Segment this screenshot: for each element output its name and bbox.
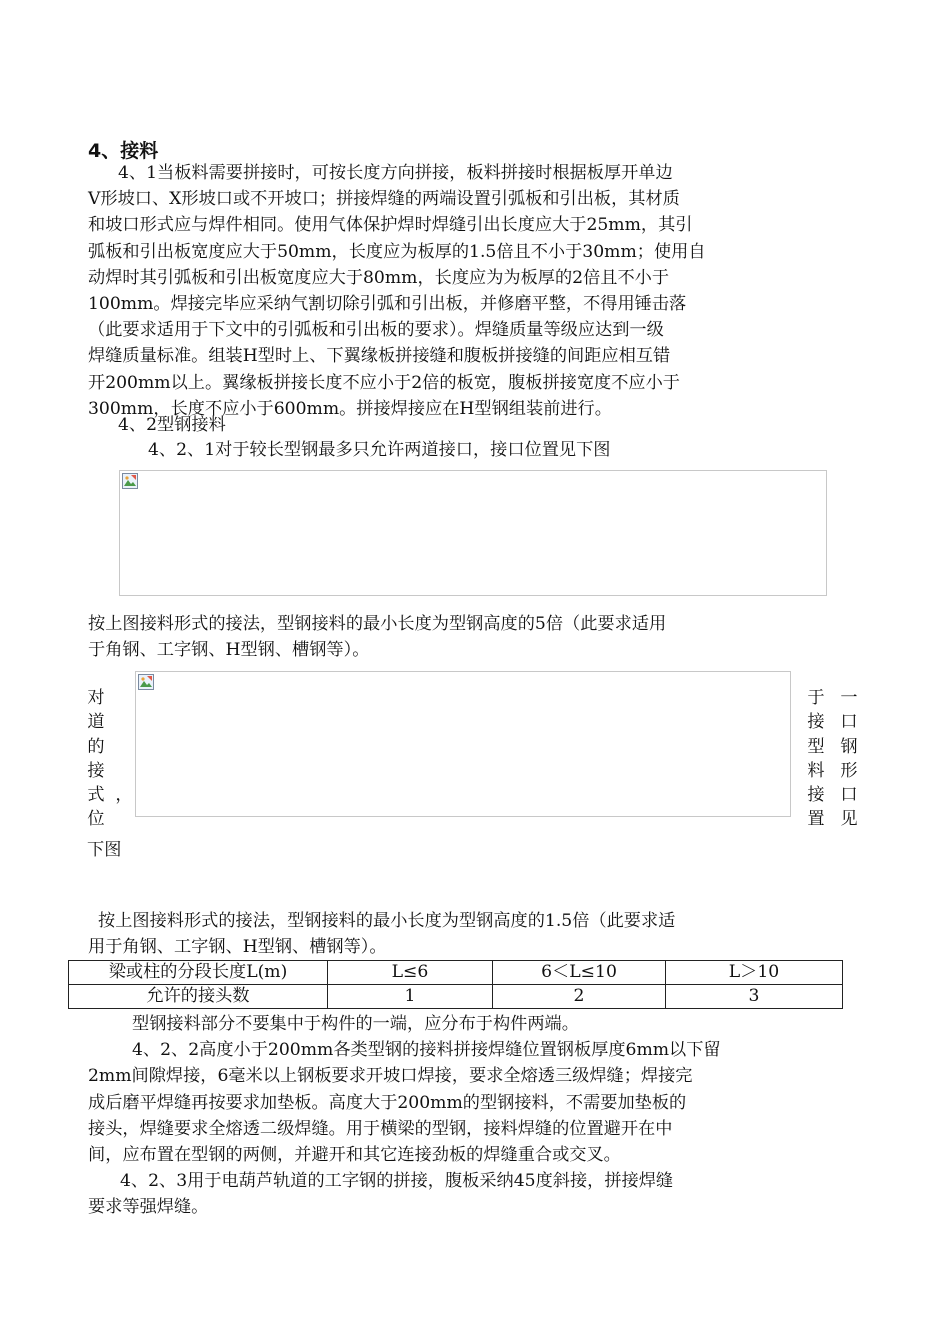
table-header-cell: L＞10 [666, 961, 843, 985]
text-line: （此要求适用于下文中的引弧板和引出板的要求）。焊缝质量等级应达到一级 [88, 320, 664, 341]
table-header-cell: 梁或柱的分段长度L(m) [69, 961, 328, 985]
char: 于 [807, 688, 825, 708]
char [114, 710, 134, 734]
wrapped-text-left-col2 [114, 686, 134, 832]
table-row [69, 985, 843, 1009]
text-line: 和坡口形式应与焊件相同。使用气体保护焊时焊缝引出长度应大于25mm，其引 [88, 215, 693, 236]
char: 形 [840, 760, 858, 781]
text-line: 要求等强焊缝。 [88, 1197, 209, 1218]
text-line: 动焊时其引弧板和引出板宽度应大于80mm，长度应为为板厚的2倍且不小于 [88, 267, 670, 288]
subheading-4-2-1: 4、2、1对于较长型钢最多只允许两道接口，接口位置见下图 [148, 440, 611, 460]
image-placeholder-two-joints [135, 671, 791, 817]
text-line: 300mm，长度不应小于600mm。拼接焊接应在H型钢组装前进行。 [88, 398, 612, 419]
broken-image-icon [138, 674, 154, 690]
text-line: 开200mm以上。翼缘板拼接长度不应小于2倍的板宽，腹板拼接宽度不应小于 [88, 372, 680, 393]
text-line: 4、2、3用于电葫芦轨道的工字钢的拼接，腹板采纳45度斜接，拼接焊缝 [120, 1171, 674, 1192]
char: 接 [87, 760, 105, 781]
char: 料 [807, 760, 825, 781]
char: 口 [840, 712, 858, 733]
text-line: 4、1当板料需要拼接时，可按长度方向拼接，板料拼接时根据板厚开单边 [118, 163, 673, 183]
char: 式 [87, 785, 105, 806]
text-line: 型钢接料部分不要集中于构件的一端，应分布于构件两端。 [132, 1014, 579, 1034]
char: 置 [807, 809, 825, 830]
char: 道 [87, 712, 105, 733]
text-line: 间，应布置在型钢的两侧，并避开和其它连接劲板的焊缝重合或交叉。 [88, 1145, 621, 1166]
broken-image-icon [122, 473, 138, 489]
paragraph-4-2-2 [88, 1011, 721, 1221]
char [114, 807, 134, 831]
paragraph-min-length-5x [88, 611, 666, 663]
char: 接 [807, 785, 825, 806]
char: 对 [87, 688, 105, 708]
table-header-cell: 6＜L≤10 [493, 961, 666, 985]
text-line: 100mm。焊接完毕应采纳气割切除引弧和引出板，并修磨平整，不得用锤击落 [88, 294, 687, 315]
char: 的 [87, 736, 105, 757]
char [114, 759, 134, 783]
wrapped-text-left-col1 [86, 686, 106, 832]
table-cell: 1 [328, 985, 493, 1009]
wrapped-text-right-col2 [839, 686, 859, 832]
text-line: 焊缝质量标准。组装H型时上、下翼缘板拼接缝和腹板拼接缝的间距应相互错 [88, 346, 671, 367]
table-cell: 3 [666, 985, 843, 1009]
text-line: 按上图接料形式的接法，型钢接料的最小长度为型钢高度的1.5倍（此要求适 [98, 911, 676, 931]
text-line: 2mm间隙焊接，6毫米以上钢板要求开坡口焊接，要求全熔透三级焊缝；焊接完 [88, 1066, 693, 1087]
text-line: 4、2、2高度小于200mm各类型钢的接料拼接焊缝位置钢板厚度6mm以下留 [132, 1040, 721, 1061]
joint-count-table [68, 960, 843, 1009]
text-line: 于角钢、工字钢、H型钢、槽钢等）。 [88, 640, 370, 661]
table-header-cell: L≤6 [328, 961, 493, 985]
text-line: 按上图接料形式的接法，型钢接料的最小长度为型钢高度的5倍（此要求适用 [88, 614, 667, 634]
table-cell: 2 [493, 985, 666, 1009]
paragraph-min-length-1-5x [88, 908, 675, 960]
image-placeholder-joint-positions [119, 470, 827, 596]
char [114, 735, 134, 759]
text-line: 接头，焊缝要求全熔透二级焊缝。用于横梁的型钢，接料焊缝的位置避开在中 [88, 1118, 673, 1139]
char: 型 [807, 736, 825, 757]
wrapped-text-right-col1 [806, 686, 826, 832]
char: 口 [840, 785, 858, 806]
section-title: 4、接料 [88, 140, 159, 162]
char: 见 [840, 809, 858, 830]
subheading-4-2: 4、2型钢接料 [118, 415, 226, 435]
text-line: V形坡口、X形坡口或不开坡口；拼接焊缝的两端设置引弧板和引出板，其材质 [88, 189, 680, 210]
char [114, 686, 134, 710]
text-line: 成后磨平焊缝再按要求加垫板。高度大于200mm的型钢接料，不需要加垫板的 [88, 1092, 687, 1113]
paragraph-4-1 [88, 160, 706, 422]
char: 钢 [840, 736, 858, 757]
char: 一 [840, 688, 858, 708]
char: ， [115, 785, 133, 806]
char: 位 [87, 809, 105, 830]
wrapped-text-left-bottom: 下图 [87, 840, 122, 860]
table-row [69, 961, 843, 985]
text-line: 用于角钢、工字钢、H型钢、槽钢等）。 [88, 937, 387, 958]
char: 接 [807, 712, 825, 733]
table-cell: 允许的接头数 [69, 985, 328, 1009]
text-line: 弧板和引出板宽度应大于50mm，长度应为板厚的1.5倍且不小于30mm；使用自 [88, 241, 706, 262]
